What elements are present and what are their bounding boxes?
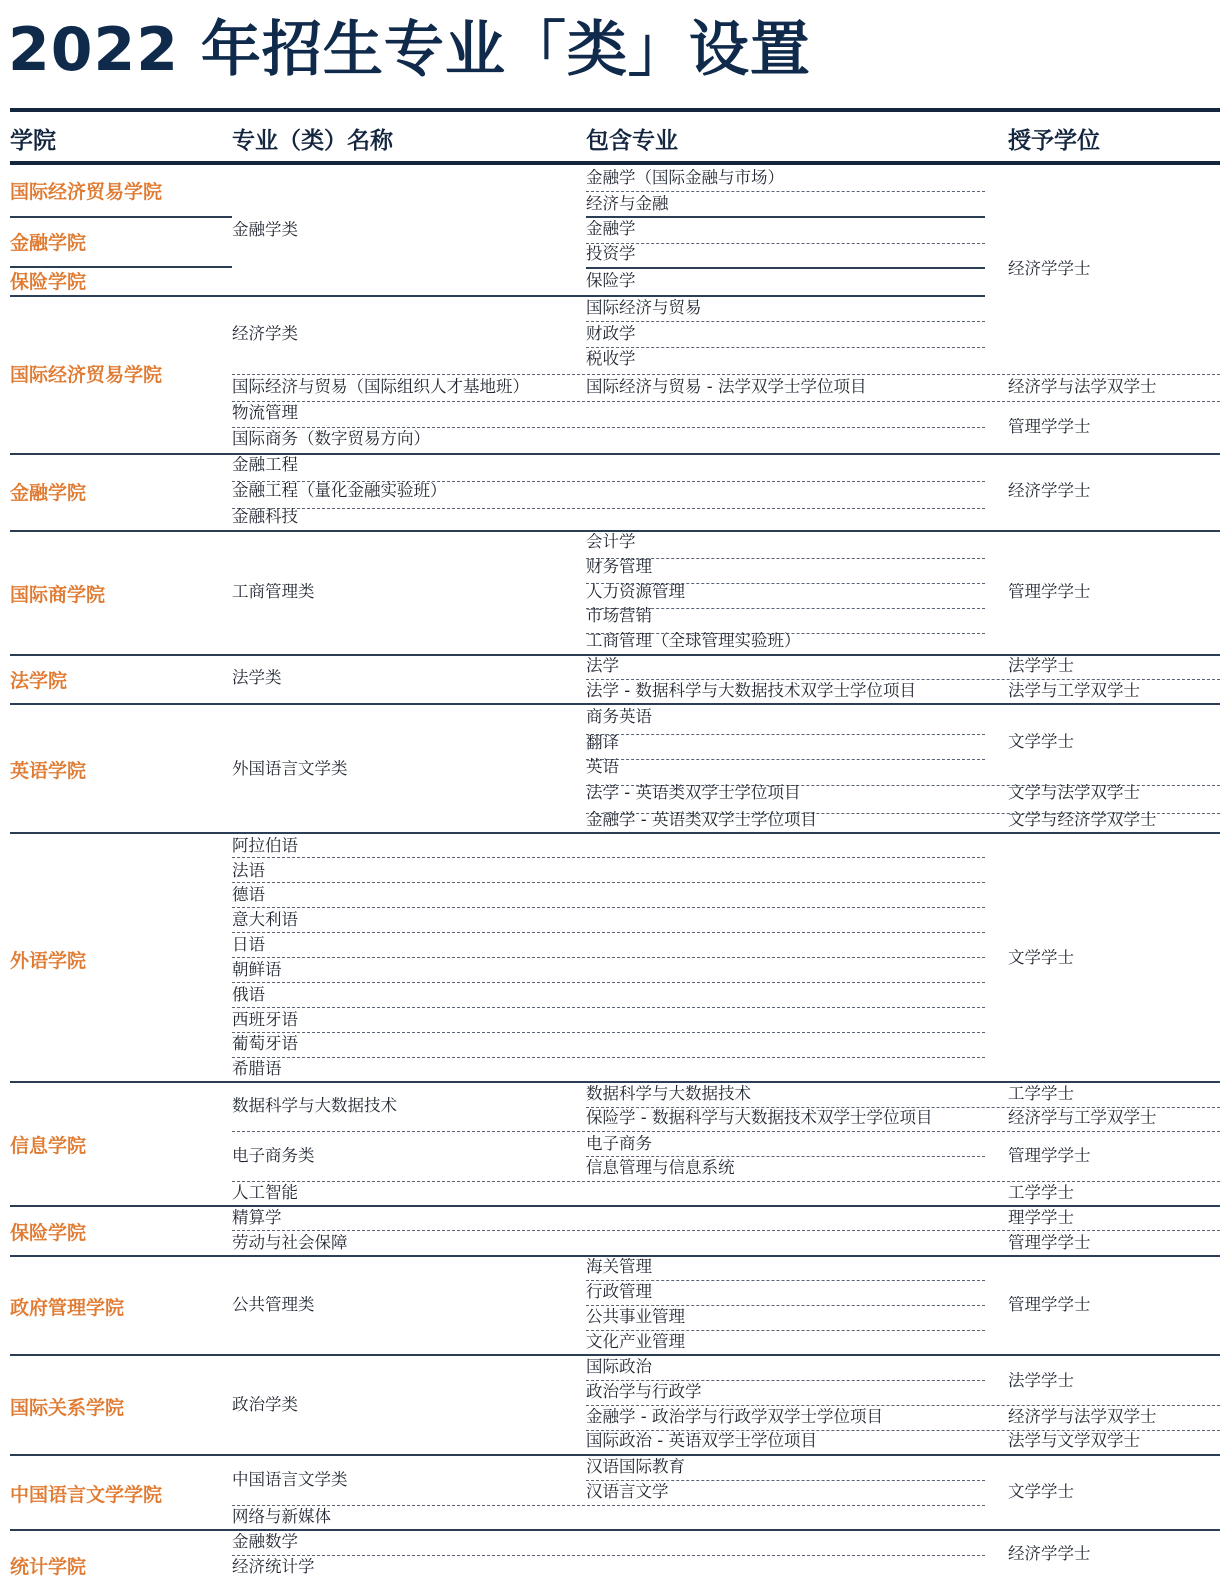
- major-class-name: 金融工程（量化金融实验班）: [232, 481, 447, 500]
- included-major-name: 保险学: [586, 271, 636, 290]
- degree-name: 经济学与法学双学士: [1008, 1407, 1157, 1426]
- column-header-degree: 授予学位: [1008, 128, 1100, 154]
- major-class-name: 西班牙语: [232, 1010, 298, 1029]
- major-class-name: 日语: [232, 935, 265, 954]
- included-major-name: 财务管理: [586, 557, 652, 576]
- degree-name: 法学学士: [1008, 1371, 1074, 1390]
- college-name: 国际经济贸易学院: [10, 364, 163, 386]
- major-class-name: 葡萄牙语: [232, 1034, 298, 1053]
- included-major-name: 数据科学与大数据技术: [586, 1084, 751, 1103]
- included-major-name: 投资学: [586, 244, 636, 263]
- major-class-name: 劳动与社会保障: [232, 1233, 348, 1252]
- major-class-name: 国际商务（数字贸易方向）: [232, 429, 430, 448]
- major-class-name: 数据科学与大数据技术: [232, 1096, 397, 1115]
- major-class-name: 物流管理: [232, 403, 298, 422]
- degree-name: 文学与经济学双学士: [1008, 810, 1157, 829]
- major-class-name: 法学类: [232, 668, 282, 687]
- major-class-name: 金融学类: [232, 220, 298, 239]
- major-class-name: 经济统计学: [232, 1557, 315, 1576]
- major-class-name: 公共管理类: [232, 1295, 315, 1314]
- included-major-name: 英语: [586, 757, 619, 776]
- major-class-name: 意大利语: [232, 910, 298, 929]
- degree-name: 法学与工学双学士: [1008, 681, 1140, 700]
- major-class-name: 网络与新媒体: [232, 1507, 331, 1526]
- included-major-name: 工商管理（全球管理实验班）: [586, 631, 801, 650]
- major-class-name: 金融科技: [232, 507, 298, 526]
- degree-name: 管理学学士: [1008, 417, 1091, 436]
- included-major-name: 国际政治 - 英语双学士学位项目: [586, 1431, 817, 1450]
- included-major-name: 法学 - 数据科学与大数据技术双学士学位项目: [586, 681, 916, 700]
- major-class-name: 精算学: [232, 1208, 282, 1227]
- college-name: 统计学院: [10, 1556, 87, 1578]
- included-major-name: 电子商务: [586, 1134, 652, 1153]
- degree-name: 文学与法学双学士: [1008, 783, 1140, 802]
- college-name: 国际经济贸易学院: [10, 181, 163, 203]
- degree-name: 管理学学士: [1008, 1146, 1091, 1165]
- included-major-name: 法学: [586, 656, 619, 675]
- column-header-major-class: 专业（类）名称: [232, 128, 393, 154]
- degree-name: 法学与文学双学士: [1008, 1431, 1140, 1450]
- major-class-name: 金融数学: [232, 1532, 298, 1551]
- degree-name: 文学学士: [1008, 948, 1074, 967]
- degree-name: 经济学与法学双学士: [1008, 377, 1157, 396]
- degree-name: 经济学学士: [1008, 1544, 1091, 1563]
- included-major-name: 经济与金融: [586, 194, 669, 213]
- degree-name: 文学学士: [1008, 1482, 1074, 1501]
- included-major-name: 金融学 - 英语类双学士学位项目: [586, 810, 817, 829]
- major-class-name: 德语: [232, 885, 265, 904]
- included-major-name: 商务英语: [586, 707, 652, 726]
- degree-name: 法学学士: [1008, 656, 1074, 675]
- major-class-name: 中国语言文学类: [232, 1470, 348, 1489]
- included-major-name: 国际经济与贸易: [586, 298, 702, 317]
- included-major-name: 国际经济与贸易 - 法学双学士学位项目: [586, 377, 867, 396]
- college-name: 英语学院: [10, 760, 87, 782]
- major-class-name: 法语: [232, 861, 265, 880]
- degree-name: 经济学学士: [1008, 481, 1091, 500]
- included-major-name: 金融学（国际金融与市场）: [586, 168, 784, 187]
- college-name: 保险学院: [10, 271, 87, 293]
- included-major-name: 保险学 - 数据科学与大数据技术双学士学位项目: [586, 1108, 933, 1127]
- included-major-name: 公共事业管理: [586, 1307, 685, 1326]
- included-major-name: 会计学: [586, 532, 636, 551]
- major-class-name: 外国语言文学类: [232, 759, 348, 778]
- degree-name: 管理学学士: [1008, 1295, 1091, 1314]
- college-name: 外语学院: [10, 950, 87, 972]
- included-major-name: 市场营销: [586, 606, 652, 625]
- included-major-name: 文化产业管理: [586, 1332, 685, 1351]
- college-name: 金融学院: [10, 232, 87, 254]
- major-class-name: 经济学类: [232, 324, 298, 343]
- major-class-name: 政治学类: [232, 1395, 298, 1414]
- included-major-name: 金融学 - 政治学与行政学双学士学位项目: [586, 1407, 883, 1426]
- included-major-name: 人力资源管理: [586, 582, 685, 601]
- college-name: 法学院: [10, 670, 68, 692]
- degree-name: 文学学士: [1008, 732, 1074, 751]
- included-major-name: 国际政治: [586, 1357, 652, 1376]
- major-class-name: 人工智能: [232, 1183, 298, 1202]
- included-major-name: 金融学: [586, 219, 636, 238]
- included-major-name: 信息管理与信息系统: [586, 1158, 735, 1177]
- major-class-name: 工商管理类: [232, 582, 315, 601]
- included-major-name: 翻译: [586, 733, 619, 752]
- degree-name: 管理学学士: [1008, 1233, 1091, 1252]
- major-class-name: 阿拉伯语: [232, 836, 298, 855]
- page-title: 2022 年招生专业「类」设置: [8, 15, 811, 85]
- included-major-name: 财政学: [586, 324, 636, 343]
- included-major-name: 税收学: [586, 349, 636, 368]
- degree-name: 工学学士: [1008, 1183, 1074, 1202]
- major-class-name: 俄语: [232, 985, 265, 1004]
- included-major-name: 海关管理: [586, 1257, 652, 1276]
- college-name: 中国语言文学学院: [10, 1484, 163, 1506]
- column-header-college: 学院: [10, 128, 56, 154]
- college-name: 国际关系学院: [10, 1397, 125, 1419]
- column-header-included-majors: 包含专业: [586, 128, 678, 154]
- degree-name: 理学学士: [1008, 1208, 1074, 1227]
- major-class-name: 电子商务类: [232, 1146, 315, 1165]
- included-major-name: 汉语国际教育: [586, 1457, 685, 1476]
- college-name: 保险学院: [10, 1222, 87, 1244]
- major-class-name: 金融工程: [232, 455, 298, 474]
- degree-name: 工学学士: [1008, 1084, 1074, 1103]
- included-major-name: 行政管理: [586, 1282, 652, 1301]
- degree-name: 经济学与工学双学士: [1008, 1108, 1157, 1127]
- college-name: 国际商学院: [10, 584, 106, 606]
- included-major-name: 汉语言文学: [586, 1482, 669, 1501]
- degree-name: 管理学学士: [1008, 582, 1091, 601]
- college-name: 金融学院: [10, 482, 87, 504]
- included-major-name: 政治学与行政学: [586, 1382, 702, 1401]
- college-name: 政府管理学院: [10, 1297, 125, 1319]
- college-name: 信息学院: [10, 1135, 87, 1157]
- major-class-name: 朝鲜语: [232, 960, 282, 979]
- degree-name: 经济学学士: [1008, 259, 1091, 278]
- included-major-name: 法学 - 英语类双学士学位项目: [586, 783, 801, 802]
- major-class-name: 国际经济与贸易（国际组织人才基地班）: [232, 377, 529, 396]
- major-class-name: 希腊语: [232, 1059, 282, 1078]
